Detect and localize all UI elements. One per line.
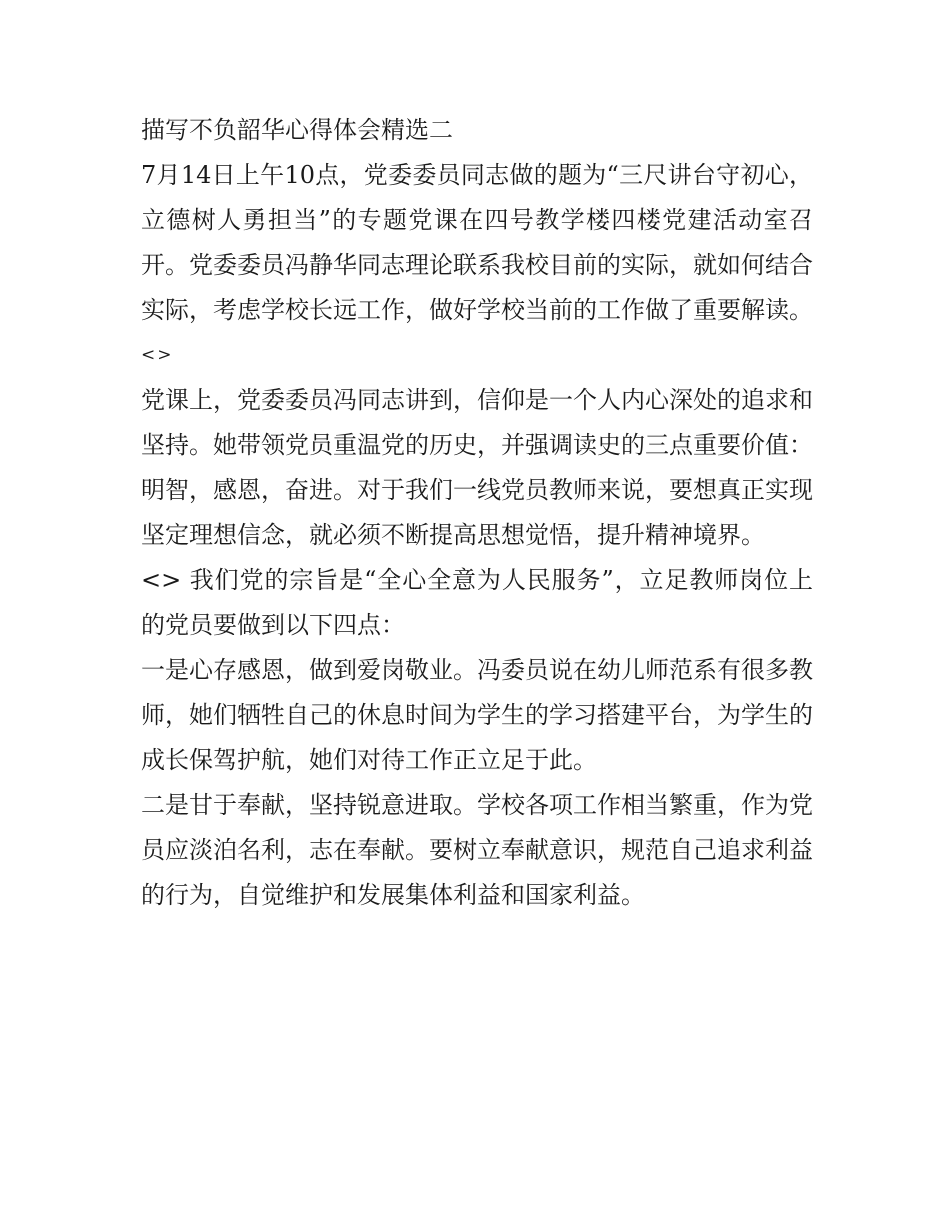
document-title: 描写不负韶华心得体会精选二	[141, 116, 453, 144]
paragraph: 7月14日上午10点，党委委员同志做的题为“三尺讲台守初心，立德树人勇担当”的专题党课在四号教学楼四楼党建活动室召开。党委委员冯静华同志理论联系我校目前的实际，就如何结合实际，考虑学校长远工作，做好学校当前的工作做了重要解读。	[141, 161, 813, 324]
paragraph: 党课上，党委委员冯同志讲到，信仰是一个人内心深处的追求和坚持。她带领党员重温党的历史，并强调读史的三点重要价值：明智，感恩，奋进。对于我们一线党员教师来说，要想真正实现坚定理想信念，就必须不断提高思想觉悟，提升精神境界。	[141, 386, 813, 549]
paragraph: 一是心存感恩，做到爱岗敬业。冯委员说在幼儿师范系有很多教师，她们牺牲自己的休息时间为学生的学习搭建平台，为学生的成长保驾护航，她们对待工作正立足于此。	[141, 656, 813, 774]
paragraph: <> 我们党的宗旨是“全心全意为人民服务”，立足教师岗位上的党员要做到以下四点：	[141, 566, 813, 639]
document-body	[141, 108, 813, 918]
placeholder-marker: <>	[141, 345, 174, 365]
paragraph: 二是甘于奉献，坚持锐意进取。学校各项工作相当繁重，作为党员应淡泊名利，志在奉献。要树立奉献意识，规范自己追求利益的行为，自觉维护和发展集体利益和国家利益。	[141, 791, 813, 909]
